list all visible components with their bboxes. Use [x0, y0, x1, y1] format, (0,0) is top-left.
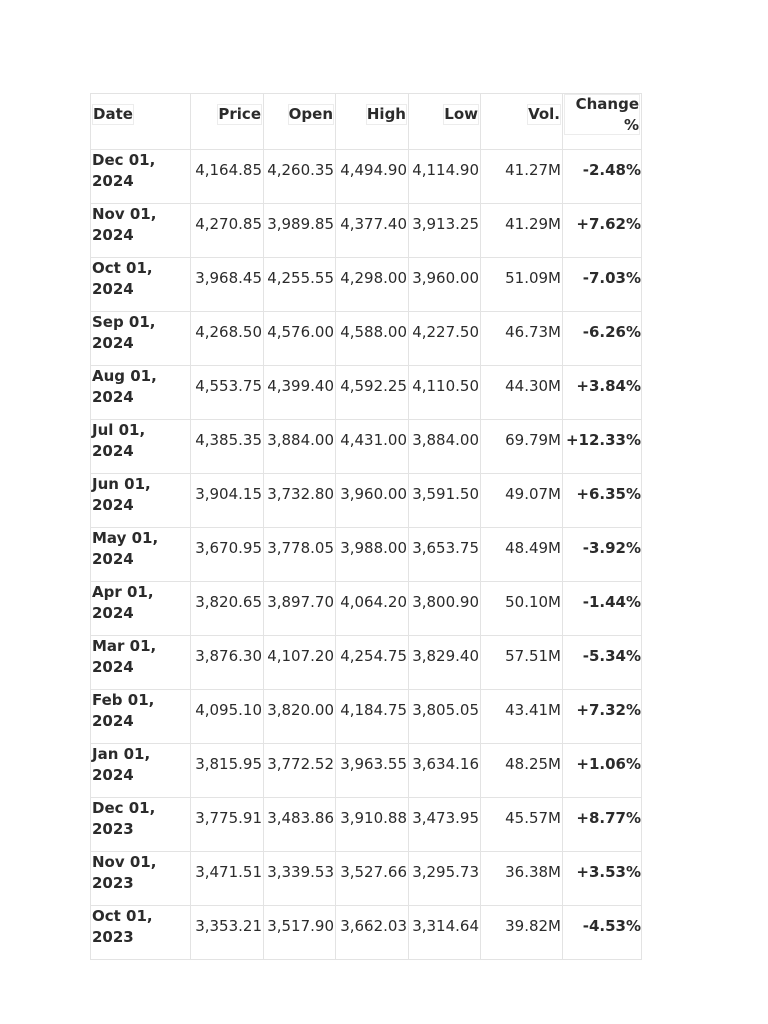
cell-date: Mar 01, 2024: [91, 636, 191, 690]
cell-high: 4,494.90: [336, 150, 409, 204]
cell-high: 4,184.75: [336, 690, 409, 744]
cell-high: 4,592.25: [336, 366, 409, 420]
column-header-low[interactable]: Low: [409, 94, 481, 150]
cell-open: 4,399.40: [264, 366, 336, 420]
cell-change-percent: [563, 906, 642, 960]
cell-open: 3,778.05: [264, 528, 336, 582]
cell-date: Apr 01, 2024: [91, 582, 191, 636]
cell-volume: 69.79M: [481, 420, 563, 474]
cell-high: 3,527.66: [336, 852, 409, 906]
cell-price: 3,968.45: [191, 258, 264, 312]
cell-volume: 39.82M: [481, 906, 563, 960]
cell-change-percent: [563, 582, 642, 636]
table-row: [91, 474, 642, 528]
cell-price: 3,670.95: [191, 528, 264, 582]
change-percent-value: +12.33%: [565, 431, 641, 449]
cell-price: 3,815.95: [191, 744, 264, 798]
cell-change-percent: [563, 798, 642, 852]
cell-volume: 48.25M: [481, 744, 563, 798]
cell-open: 3,897.70: [264, 582, 336, 636]
cell-volume: 43.41M: [481, 690, 563, 744]
cell-low: 3,829.40: [409, 636, 481, 690]
cell-low: 3,314.64: [409, 906, 481, 960]
cell-date: Feb 01, 2024: [91, 690, 191, 744]
table-row: [91, 420, 642, 474]
cell-low: 3,653.75: [409, 528, 481, 582]
cell-price: 3,471.51: [191, 852, 264, 906]
table-row: [91, 150, 642, 204]
cell-open: 4,576.00: [264, 312, 336, 366]
cell-price: 3,876.30: [191, 636, 264, 690]
cell-price: 3,820.65: [191, 582, 264, 636]
table-row: [91, 366, 642, 420]
cell-change-percent: [563, 258, 642, 312]
change-percent-value: +1.06%: [576, 755, 641, 773]
cell-low: 3,634.16: [409, 744, 481, 798]
column-header-price[interactable]: Price: [191, 94, 264, 150]
cell-high: 3,662.03: [336, 906, 409, 960]
cell-date: Jul 01, 2024: [91, 420, 191, 474]
change-percent-value: -5.34%: [582, 647, 641, 665]
cell-low: 4,110.50: [409, 366, 481, 420]
cell-low: 4,114.90: [409, 150, 481, 204]
cell-date: Dec 01, 2023: [91, 798, 191, 852]
table-row: [91, 798, 642, 852]
cell-change-percent: [563, 744, 642, 798]
change-percent-value: -2.48%: [582, 161, 641, 179]
cell-date: Aug 01, 2024: [91, 366, 191, 420]
cell-low: 3,295.73: [409, 852, 481, 906]
header-row: [91, 94, 642, 150]
cell-volume: 46.73M: [481, 312, 563, 366]
table-row: [91, 312, 642, 366]
table-row: [91, 582, 642, 636]
change-percent-value: +7.32%: [576, 701, 641, 719]
cell-high: 4,254.75: [336, 636, 409, 690]
cell-low: 3,805.05: [409, 690, 481, 744]
cell-high: 3,910.88: [336, 798, 409, 852]
cell-change-percent: [563, 366, 642, 420]
cell-volume: 48.49M: [481, 528, 563, 582]
column-header-date[interactable]: Date: [91, 94, 191, 150]
cell-low: 3,473.95: [409, 798, 481, 852]
table-row: [91, 636, 642, 690]
cell-volume: 41.29M: [481, 204, 563, 258]
cell-open: 4,255.55: [264, 258, 336, 312]
change-percent-value: +3.84%: [576, 377, 641, 395]
cell-volume: 44.30M: [481, 366, 563, 420]
column-header-open[interactable]: Open: [264, 94, 336, 150]
change-percent-value: -3.92%: [582, 539, 641, 557]
cell-price: 4,385.35: [191, 420, 264, 474]
cell-open: 3,339.53: [264, 852, 336, 906]
cell-volume: 41.27M: [481, 150, 563, 204]
cell-change-percent: [563, 636, 642, 690]
cell-volume: 57.51M: [481, 636, 563, 690]
cell-high: 4,298.00: [336, 258, 409, 312]
cell-high: 4,588.00: [336, 312, 409, 366]
cell-low: 3,884.00: [409, 420, 481, 474]
cell-open: 3,517.90: [264, 906, 336, 960]
cell-open: 3,772.52: [264, 744, 336, 798]
cell-high: 3,963.55: [336, 744, 409, 798]
cell-change-percent: [563, 690, 642, 744]
cell-price: 3,775.91: [191, 798, 264, 852]
cell-open: 4,107.20: [264, 636, 336, 690]
cell-low: 3,960.00: [409, 258, 481, 312]
cell-date: Nov 01, 2024: [91, 204, 191, 258]
cell-change-percent: [563, 528, 642, 582]
cell-price: 4,270.85: [191, 204, 264, 258]
cell-low: 4,227.50: [409, 312, 481, 366]
cell-date: Dec 01, 2024: [91, 150, 191, 204]
change-percent-value: +7.62%: [576, 215, 641, 233]
cell-high: 3,960.00: [336, 474, 409, 528]
cell-change-percent: [563, 312, 642, 366]
cell-high: 3,988.00: [336, 528, 409, 582]
cell-volume: 50.10M: [481, 582, 563, 636]
cell-high: 4,064.20: [336, 582, 409, 636]
cell-change-percent: [563, 474, 642, 528]
cell-open: 3,989.85: [264, 204, 336, 258]
cell-open: 3,732.80: [264, 474, 336, 528]
cell-change-percent: [563, 204, 642, 258]
change-percent-value: -1.44%: [582, 593, 641, 611]
change-percent-value: +6.35%: [576, 485, 641, 503]
table-body: [91, 150, 642, 960]
table-row: [91, 852, 642, 906]
cell-high: 4,431.00: [336, 420, 409, 474]
change-percent-value: -4.53%: [582, 917, 641, 935]
cell-price: 4,268.50: [191, 312, 264, 366]
cell-date: Oct 01, 2024: [91, 258, 191, 312]
table-row: [91, 690, 642, 744]
table-row: [91, 204, 642, 258]
cell-volume: 51.09M: [481, 258, 563, 312]
cell-change-percent: [563, 852, 642, 906]
cell-open: 3,483.86: [264, 798, 336, 852]
cell-price: 4,164.85: [191, 150, 264, 204]
table-row: [91, 744, 642, 798]
column-header-change-percent[interactable]: Change %: [563, 94, 642, 150]
cell-date: Jan 01, 2024: [91, 744, 191, 798]
cell-open: 3,820.00: [264, 690, 336, 744]
cell-low: 3,591.50: [409, 474, 481, 528]
change-percent-value: -6.26%: [582, 323, 641, 341]
cell-date: Oct 01, 2023: [91, 906, 191, 960]
cell-open: 3,884.00: [264, 420, 336, 474]
historical-data-table: [90, 93, 642, 960]
change-percent-value: -7.03%: [582, 269, 641, 287]
cell-open: 4,260.35: [264, 150, 336, 204]
cell-change-percent: [563, 150, 642, 204]
cell-price: 3,353.21: [191, 906, 264, 960]
cell-volume: 49.07M: [481, 474, 563, 528]
cell-date: Nov 01, 2023: [91, 852, 191, 906]
column-header-volume[interactable]: Vol.: [481, 94, 563, 150]
cell-date: May 01, 2024: [91, 528, 191, 582]
cell-price: 4,095.10: [191, 690, 264, 744]
table-row: [91, 906, 642, 960]
table-header: [91, 94, 642, 150]
historical-data-table-viewport[interactable]: [90, 93, 641, 946]
cell-volume: 45.57M: [481, 798, 563, 852]
change-percent-value: +3.53%: [576, 863, 641, 881]
cell-volume: 36.38M: [481, 852, 563, 906]
cell-date: Jun 01, 2024: [91, 474, 191, 528]
table-row: [91, 258, 642, 312]
cell-price: 3,904.15: [191, 474, 264, 528]
cell-low: 3,800.90: [409, 582, 481, 636]
cell-high: 4,377.40: [336, 204, 409, 258]
change-percent-value: +8.77%: [576, 809, 641, 827]
cell-price: 4,553.75: [191, 366, 264, 420]
cell-low: 3,913.25: [409, 204, 481, 258]
cell-date: Sep 01, 2024: [91, 312, 191, 366]
cell-change-percent: [563, 420, 642, 474]
table-row: [91, 528, 642, 582]
column-header-high[interactable]: High: [336, 94, 409, 150]
